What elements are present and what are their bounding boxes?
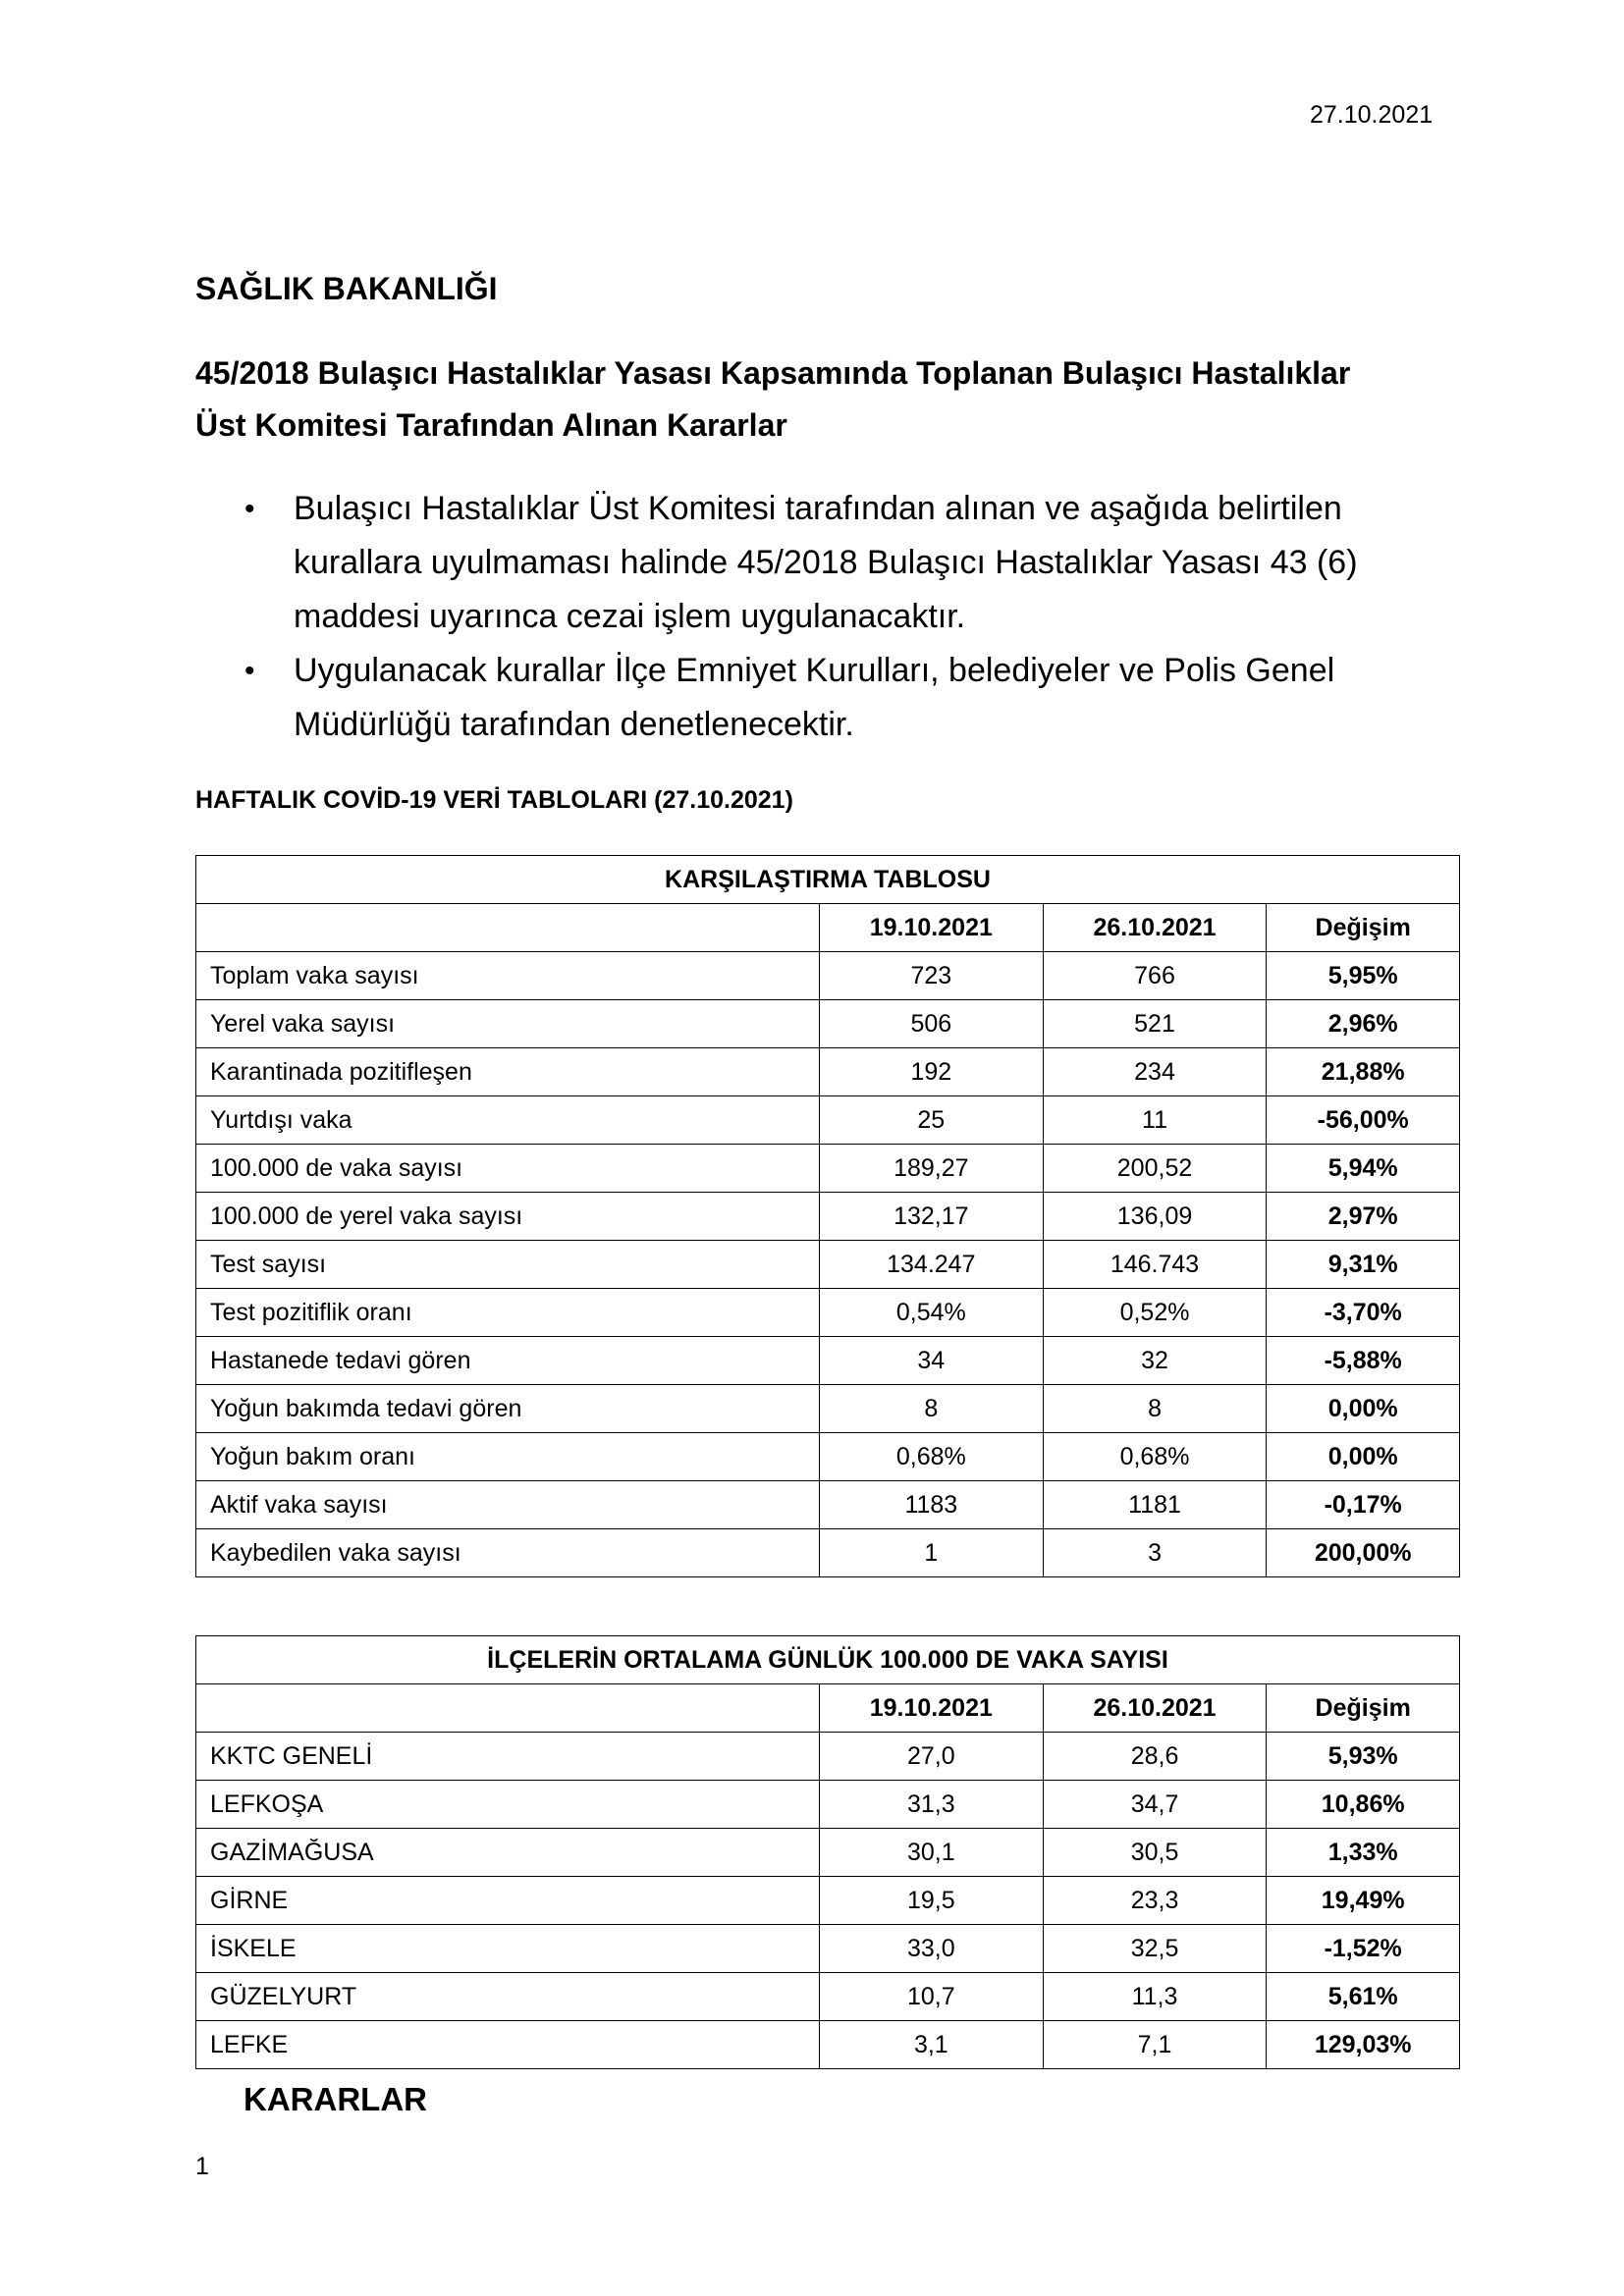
table-row [196, 1337, 1460, 1385]
value-cell: 506 [819, 1000, 1043, 1048]
value-cell: 3 [1043, 1529, 1267, 1577]
value-cell: 7,1 [1043, 2021, 1267, 2069]
table-row [196, 952, 1460, 1000]
change-cell: 1,33% [1267, 1829, 1460, 1877]
bullet-icon: • [244, 655, 255, 687]
change-cell: 2,97% [1267, 1193, 1460, 1241]
row-label: Yerel vaka sayısı [196, 1000, 820, 1048]
value-cell: 136,09 [1043, 1193, 1267, 1241]
value-cell: 19,5 [819, 1877, 1043, 1925]
row-label: 100.000 de vaka sayısı [196, 1145, 820, 1193]
table-row [196, 1000, 1460, 1048]
change-cell: 0,00% [1267, 1433, 1460, 1481]
row-label: Test pozitiflik oranı [196, 1289, 820, 1337]
value-cell: 25 [819, 1096, 1043, 1145]
row-label: Hastanede tedavi gören [196, 1337, 820, 1385]
table-row [196, 1385, 1460, 1433]
value-cell: 23,3 [1043, 1877, 1267, 1925]
section-title: HAFTALIK COVİD-19 VERİ TABLOLARI (27.10.2021) [195, 786, 793, 814]
column-header: 19.10.2021 [819, 1684, 1043, 1733]
change-cell: 5,95% [1267, 952, 1460, 1000]
document-title [195, 347, 1472, 452]
table-row [196, 1096, 1460, 1145]
value-cell: 8 [819, 1385, 1043, 1433]
value-cell: 11,3 [1043, 1973, 1267, 2021]
value-cell: 0,52% [1043, 1289, 1267, 1337]
column-header: 26.10.2021 [1043, 1684, 1267, 1733]
row-label: Yoğun bakım oranı [196, 1433, 820, 1481]
change-cell: -0,17% [1267, 1481, 1460, 1529]
column-header: 26.10.2021 [1043, 904, 1267, 952]
change-cell: 19,49% [1267, 1877, 1460, 1925]
change-cell: 0,00% [1267, 1385, 1460, 1433]
change-cell: -56,00% [1267, 1096, 1460, 1145]
table-row [196, 1481, 1460, 1529]
bullet-item [195, 644, 1452, 752]
value-cell: 1 [819, 1529, 1043, 1577]
table-row [196, 1829, 1460, 1877]
table-caption-row [196, 1636, 1460, 1684]
column-header: Değişim [1267, 904, 1460, 952]
table-header-row [196, 904, 1460, 952]
bullet-item [195, 482, 1452, 644]
table-header-row [196, 1684, 1460, 1733]
change-cell: -3,70% [1267, 1289, 1460, 1337]
row-label: LEFKOŞA [196, 1781, 820, 1829]
page-number: 1 [195, 2153, 209, 2180]
change-cell: 21,88% [1267, 1048, 1460, 1096]
table-caption-row [196, 856, 1460, 904]
value-cell: 3,1 [819, 2021, 1043, 2069]
change-cell: -5,88% [1267, 1337, 1460, 1385]
value-cell: 27,0 [819, 1733, 1043, 1781]
value-cell: 0,68% [819, 1433, 1043, 1481]
bullet-line: Bulaşıcı Hastalıklar Üst Komitesi tarafından alınan ve aşağıda belirtilen [294, 490, 1342, 527]
row-label: Aktif vaka sayısı [196, 1481, 820, 1529]
change-cell: 5,94% [1267, 1145, 1460, 1193]
bullet-list [195, 482, 1452, 752]
table-row [196, 1145, 1460, 1193]
row-label: GÜZELYURT [196, 1973, 820, 2021]
table-row [196, 1193, 1460, 1241]
row-label: GİRNE [196, 1877, 820, 1925]
document-date: 27.10.2021 [1310, 101, 1434, 129]
column-header: 19.10.2021 [819, 904, 1043, 952]
table-row [196, 2021, 1460, 2069]
district-table [195, 1635, 1460, 2069]
value-cell: 33,0 [819, 1925, 1043, 1973]
decisions-heading: KARARLAR [244, 2081, 427, 2117]
bullet-line: Uygulanacak kurallar İlçe Emniyet Kurulları, belediyeler ve Polis Genel [294, 652, 1335, 689]
value-cell: 32,5 [1043, 1925, 1267, 1973]
change-cell: 9,31% [1267, 1241, 1460, 1289]
value-cell: 34,7 [1043, 1781, 1267, 1829]
row-label: Yoğun bakımda tedavi gören [196, 1385, 820, 1433]
value-cell: 1183 [819, 1481, 1043, 1529]
value-cell: 134.247 [819, 1241, 1043, 1289]
change-cell: 129,03% [1267, 2021, 1460, 2069]
bullet-line: kurallara uyulmaması halinde 45/2018 Bulaşıcı Hastalıklar Yasası 43 (6) [294, 544, 1358, 581]
value-cell: 200,52 [1043, 1145, 1267, 1193]
bullet-line: maddesi uyarınca cezai işlem uygulanacaktır. [294, 598, 966, 635]
document-title-line-1: 45/2018 Bulaşıcı Hastalıklar Yasası Kapsamında Toplanan Bulaşıcı Hastalıklar [195, 355, 1351, 391]
change-cell: 2,96% [1267, 1000, 1460, 1048]
value-cell: 189,27 [819, 1145, 1043, 1193]
value-cell: 0,68% [1043, 1433, 1267, 1481]
table-row [196, 1781, 1460, 1829]
table-row [196, 1048, 1460, 1096]
table-row [196, 1289, 1460, 1337]
value-cell: 723 [819, 952, 1043, 1000]
value-cell: 521 [1043, 1000, 1267, 1048]
table-row [196, 1877, 1460, 1925]
row-label: 100.000 de yerel vaka sayısı [196, 1193, 820, 1241]
bullet-line: Müdürlüğü tarafından denetlenecektir. [294, 706, 854, 743]
column-header [196, 1684, 820, 1733]
value-cell: 34 [819, 1337, 1043, 1385]
comparison-table [195, 855, 1460, 1577]
row-label: İSKELE [196, 1925, 820, 1973]
value-cell: 132,17 [819, 1193, 1043, 1241]
table-row [196, 1925, 1460, 1973]
row-label: Test sayısı [196, 1241, 820, 1289]
change-cell: 5,93% [1267, 1733, 1460, 1781]
row-label: KKTC GENELİ [196, 1733, 820, 1781]
row-label: Toplam vaka sayısı [196, 952, 820, 1000]
bullet-icon: • [244, 493, 255, 525]
value-cell: 30,1 [819, 1829, 1043, 1877]
value-cell: 31,3 [819, 1781, 1043, 1829]
column-header: Değişim [1267, 1684, 1460, 1733]
value-cell: 192 [819, 1048, 1043, 1096]
ministry-heading: SAĞLIK BAKANLIĞI [195, 271, 498, 306]
table-row [196, 1529, 1460, 1577]
table-row [196, 1241, 1460, 1289]
row-label: Yurtdışı vaka [196, 1096, 820, 1145]
value-cell: 10,7 [819, 1973, 1043, 2021]
row-label: Kaybedilen vaka sayısı [196, 1529, 820, 1577]
document-title-line-2: Üst Komitesi Tarafından Alınan Kararlar [195, 407, 787, 443]
value-cell: 11 [1043, 1096, 1267, 1145]
table-row [196, 1733, 1460, 1781]
change-cell: 200,00% [1267, 1529, 1460, 1577]
column-header [196, 904, 820, 952]
change-cell: 5,61% [1267, 1973, 1460, 2021]
row-label: Karantinada pozitifleşen [196, 1048, 820, 1096]
value-cell: 30,5 [1043, 1829, 1267, 1877]
value-cell: 146.743 [1043, 1241, 1267, 1289]
value-cell: 28,6 [1043, 1733, 1267, 1781]
table-row [196, 1433, 1460, 1481]
change-cell: -1,52% [1267, 1925, 1460, 1973]
value-cell: 8 [1043, 1385, 1267, 1433]
value-cell: 234 [1043, 1048, 1267, 1096]
row-label: LEFKE [196, 2021, 820, 2069]
table-row [196, 1973, 1460, 2021]
value-cell: 1181 [1043, 1481, 1267, 1529]
value-cell: 0,54% [819, 1289, 1043, 1337]
value-cell: 32 [1043, 1337, 1267, 1385]
row-label: GAZİMAĞUSA [196, 1829, 820, 1877]
value-cell: 766 [1043, 952, 1267, 1000]
change-cell: 10,86% [1267, 1781, 1460, 1829]
table-caption: KARŞILAŞTIRMA TABLOSU [196, 856, 1460, 904]
table-caption: İLÇELERİN ORTALAMA GÜNLÜK 100.000 DE VAKA SAYISI [196, 1636, 1460, 1684]
